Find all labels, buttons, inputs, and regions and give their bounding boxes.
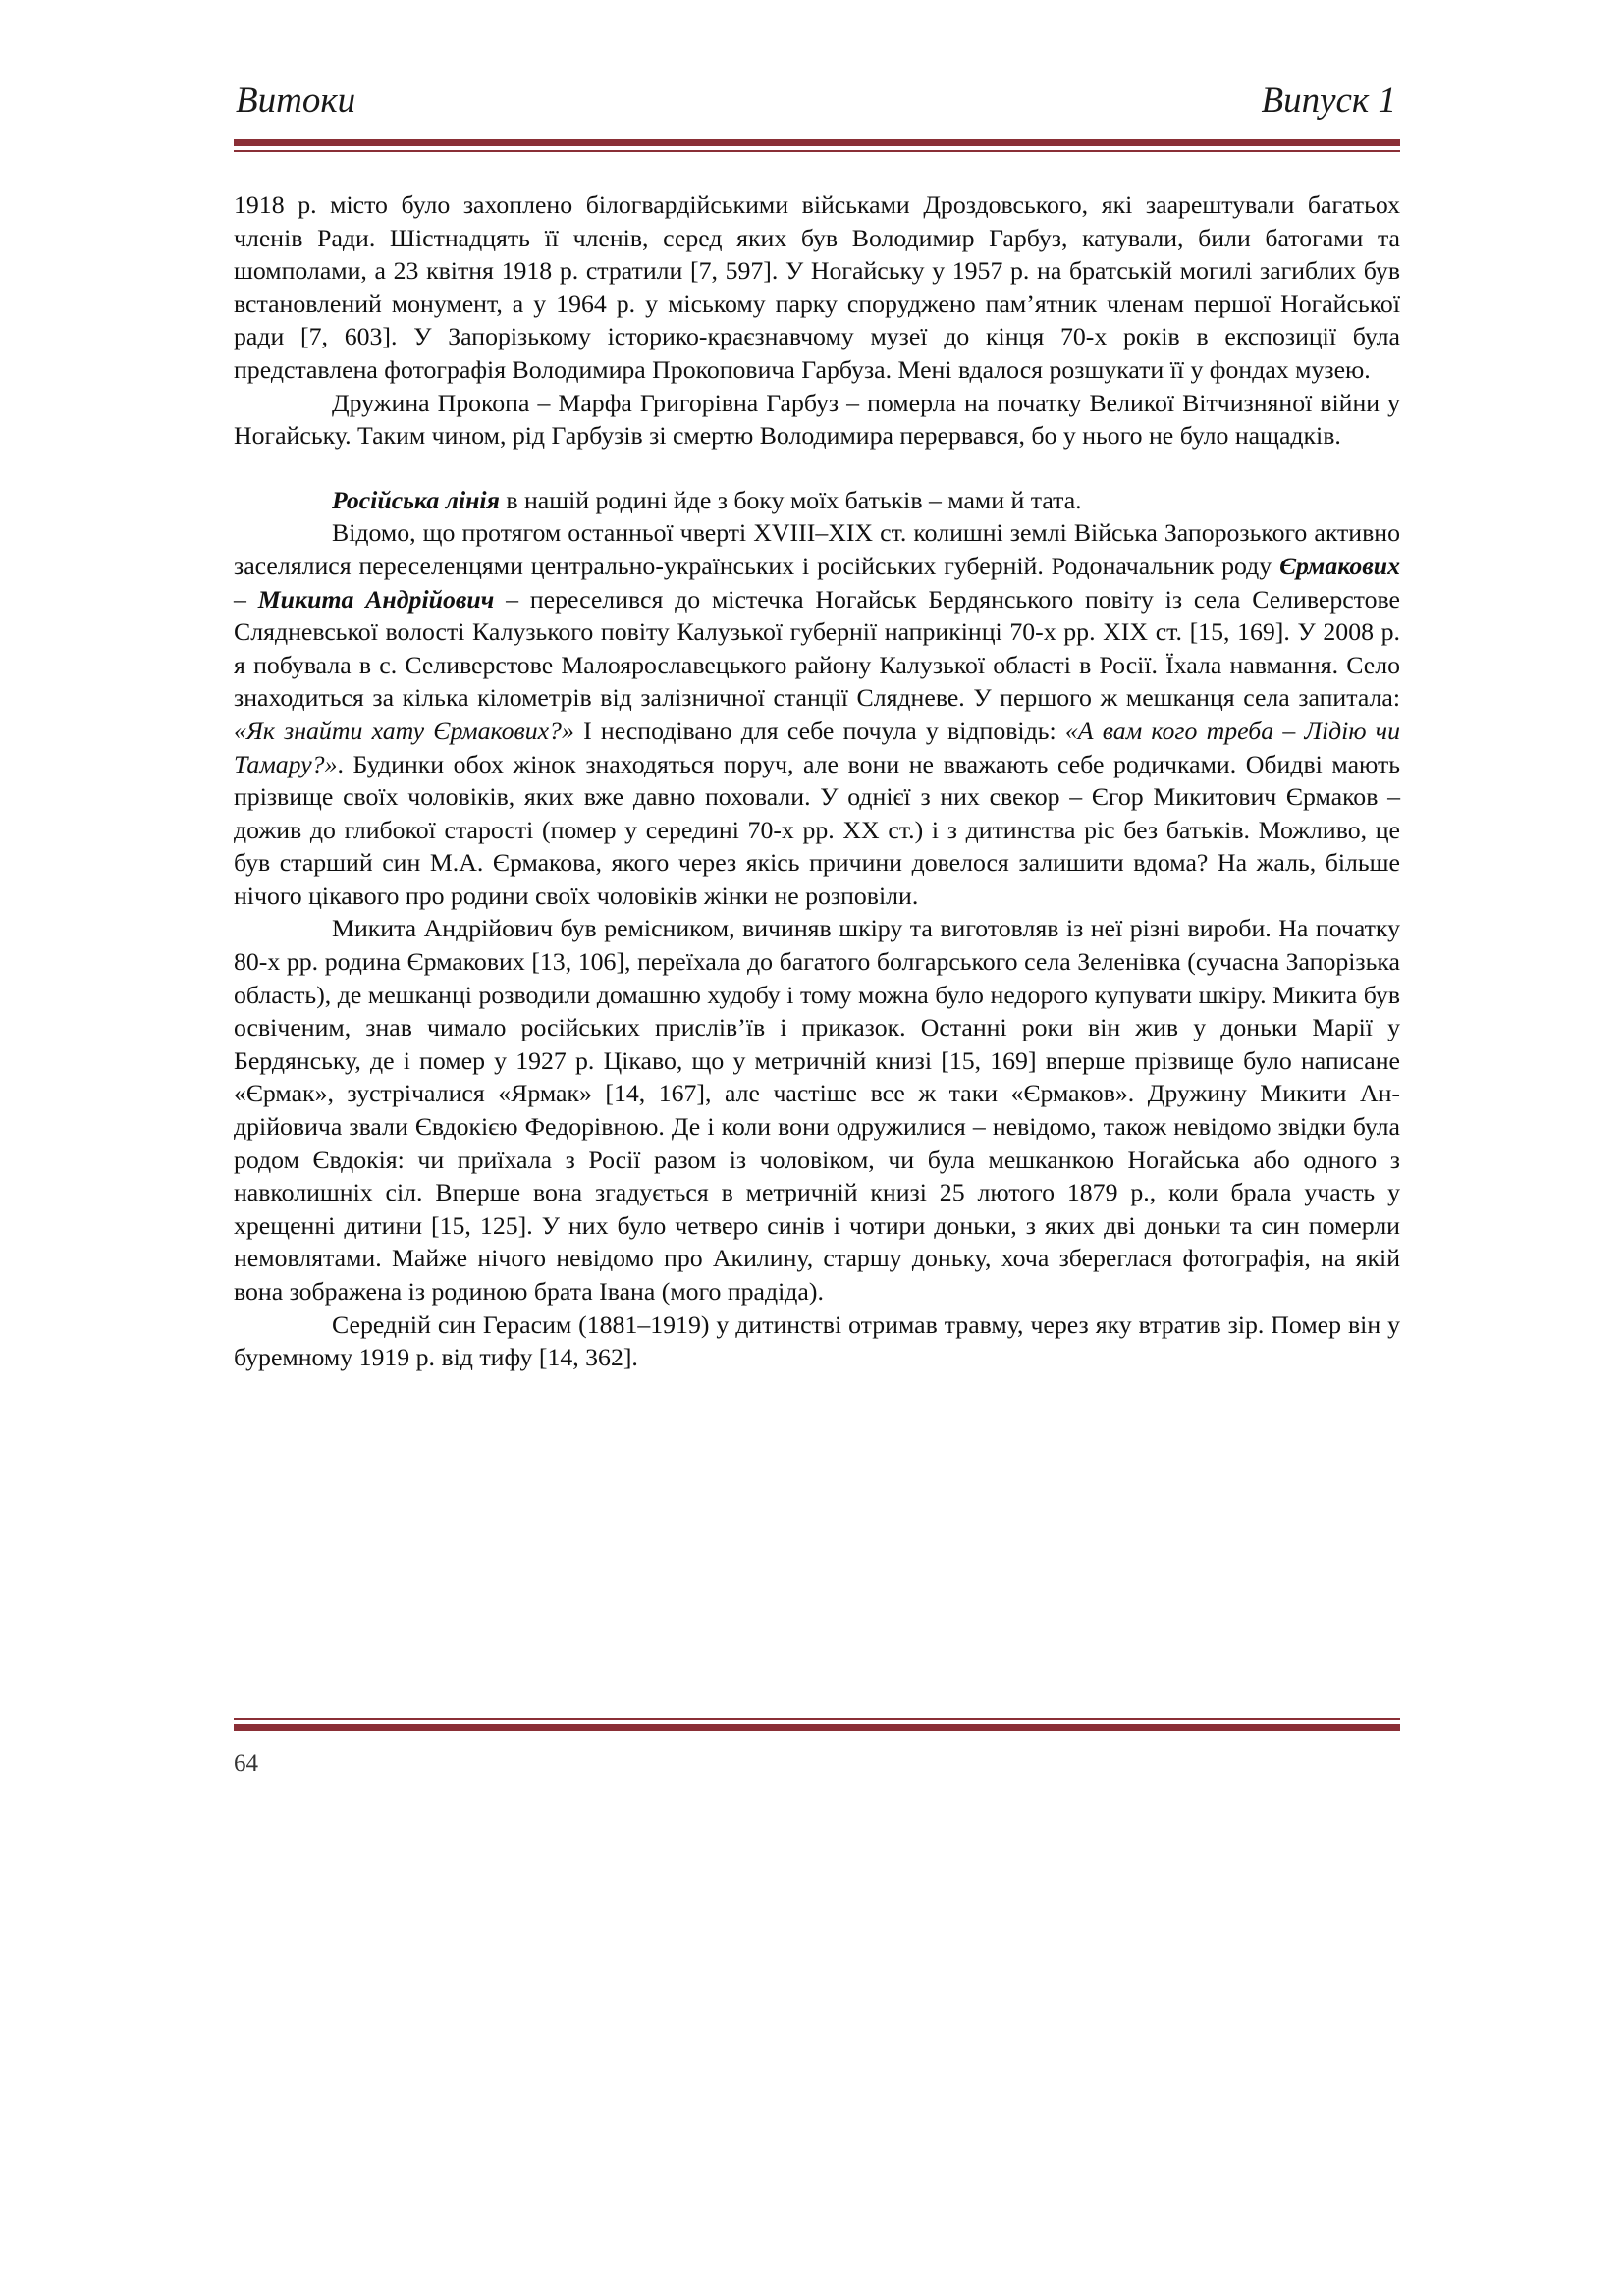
paragraph-2: Дружина Прокопа – Марфа Григорівна Гарбуз – померла на початку Великої Вітчизняної війни у Ногайську. Таким чином, рід Гарбузів зі смертю Володимира перервався, бо у нього не було нащадків. bbox=[234, 388, 1400, 451]
section-lead-russian-line: Російська лінія bbox=[332, 485, 500, 514]
header-divider bbox=[234, 139, 1400, 152]
quote-answer: «А вам кого треба – Лідію чи Тамару?» bbox=[234, 716, 1400, 778]
name-mykyta: Микита Андрійович bbox=[257, 584, 495, 614]
paragraph-4-text-g: І несподівано для себе почула у відповідь: bbox=[573, 716, 1065, 745]
paragraph-3-text: в нашій родині йде з боку моїх батьків – мами й тата. bbox=[499, 485, 1082, 514]
paragraph-6: Середній син Герасим (1881–1919) у дитинстві отримав травму, через яку втратив зір. Помер він у буремному 1919 р. від тифу [14, 362]. bbox=[234, 1309, 1400, 1372]
paragraph-4 bbox=[234, 516, 1400, 912]
paragraph-4-text-i: . Будинки обох жінок знаходяться поруч, але вони не вважають себе родичками. Обидві мають прізвище своїх чоловіків, яких вже давно поховали. У однієї з них свекор – Єгор Микитович Єрмаков – дожив до глибокої старості (помер у середині 70-х рр. XX ст.) і з дитинства ріс без батьків. Можливо, це був старший син М.А. Єрмакова, якого через якісь причини довелося залишити вдома? На жаль, більше нічого цікавого про родини своїх чоловіків жінки не розповіли. bbox=[234, 749, 1400, 910]
quote-question: «Як знайти хату Єрмакових?» bbox=[234, 716, 574, 745]
page-number: 64 bbox=[234, 1750, 258, 1777]
paragraph-4-text-e: – переселився до містечка Ногайськ Бердянського повіту із села Селиверстове Слядневської волості Калузького повіту Калузької губернії наприкінці 70-х рр. XIX ст. [15, 169]. У 2008 р. я побувала в с. Селиверстове Малоярославецького району Калузької області в Росії. Їхала навмання. Село знаходиться за кілька кілометрів від залізничної станції Слядневе. У першого ж мешканця села запитала: bbox=[234, 584, 1400, 713]
page-header bbox=[234, 77, 1400, 126]
issue-label: Випуск 1 bbox=[1261, 80, 1396, 121]
surname-yermakov: Єрмакових bbox=[1279, 551, 1400, 580]
paragraph-5: Микита Андрійович був ремісником, вичиняв шкіру та виготовляв із неї різні вироби. На початку 80-х рр. родина Єрмакових [13, 106], переїхала до багатого болгарського села Зеленівка (сучасна Запорізька область), де мешканці розводили домашню худобу і тому можна було недорого купувати шкіру. Микита був освіченим, знав чимало російських прислів’їв і приказок. Останні роки він жив у доньки Марії у Бердянську, де і помер у 1927 р. Цікаво, що у метричній книзі [15, 169] вперше прізвище було написане «Єрмак», зустрічалися «Ярмак» [14, 167], але частіше все ж таки «Єрмаков». Дружину Микити Андрійовича звали Євдокією Федорівною. Де і коли вони одружилися – невідомо, також невідомо звідки була родом Євдокія: чи приїхала з Росії разом із чоловіком, чи була мешканкою Ногайська або одного з навколишніх сіл. Вперше вона згадується в метричній книзі 25 лютого 1879 р., коли брала участь у хрещенні дитини [15, 125]. У них було четверо синів і чотири доньки, з яких дві доньки та син померли немовлятами. Майже нічого невідомо про Акилину, старшу доньку, хоча збереглася фотографія, на якій вона зображена із родиною брата Івана (мого прадіда). bbox=[234, 914, 1400, 1306]
paragraph-1: 1918 р. місто було захоплено білогвардійськими військами Дроздовського, які заарештували багатьох членів Ради. Шістнадцять її членів, серед яких був Володимир Гарбуз, катували, били батогами та шомполами, а 23 квітня 1918 р. стратили [7, 597]. У Ногайську у 1957 р. на братській могилі загиблих був встановлений монумент, а у 1964 р. у міському парку споруджено пам’ятник членам першої Ногайської ради [7, 603]. У Запорізькому історико-краєзнавчому музеї до кінця 70-х років в експозиції була представлена фотографія Володимира Прокоповича Гарбуза. Мені вдалося розшукати її у фондах музею. bbox=[234, 190, 1400, 384]
paragraph-4-text-a: Відомо, що протягом останньої чверті XVIII–XIX ст. колишні землі Війська Запорозького активно заселялися переселенцями центрально-українських і російських губерній. Родоначальник роду bbox=[234, 518, 1400, 580]
journal-title: Витоки bbox=[236, 80, 356, 121]
article-body bbox=[234, 188, 1400, 1374]
paragraph-3 bbox=[234, 484, 1400, 517]
paragraph-4-dash: – bbox=[234, 584, 258, 614]
footer-divider bbox=[234, 1718, 1400, 1731]
